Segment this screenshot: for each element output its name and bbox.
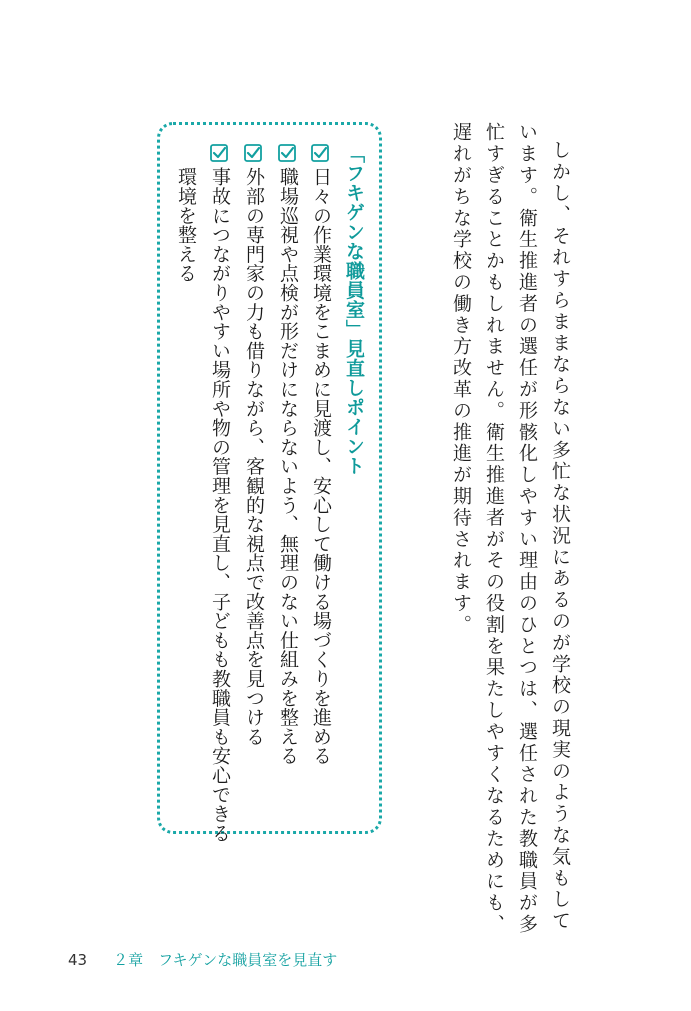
point-text-3: 外部の専門家の力も借りながら、客観的な視点で改善点を見つける [243,167,265,746]
point-text-4: 事故につながりやすい場所や物の管理を見直し、子どもも教職員も安心できる [209,167,231,843]
page-footer [68,950,337,970]
chapter-title: ２章 フキゲンな職員室を見直す [113,951,338,969]
body-column-3: 忙すぎることかもしれません。衛生推進者がその役割を果たしやすくなるためにも、 [483,122,505,936]
body-column-1: しかし、それすらままならない多忙な状況にあるのが学校の現実のような気もして [549,140,571,932]
body-column-2: います。衛生推進者の選任が形骸化しやすい理由のひとつは、選任された教職員が多 [516,122,538,936]
callout-title: 「フキゲンな職員室」見直しポイント [343,144,365,476]
checkbox-checked-icon [210,144,228,162]
point-text-4-continued: 環境を整える [175,167,197,283]
body-column-4: 遅れがちな学校の働き方改革の推進が期待されます。 [450,122,472,636]
checkbox-checked-icon [244,144,262,162]
point-text-2: 職場巡視や点検が形だけにならないよう、無理のない仕組みを整える [277,167,299,766]
checkbox-checked-icon [278,144,296,162]
checkbox-checked-icon [311,144,329,162]
point-text-1: 日々の作業環境をこまめに見渡し、安心して働ける場づくりを進める [310,167,332,766]
page-number: 43 [68,951,88,969]
